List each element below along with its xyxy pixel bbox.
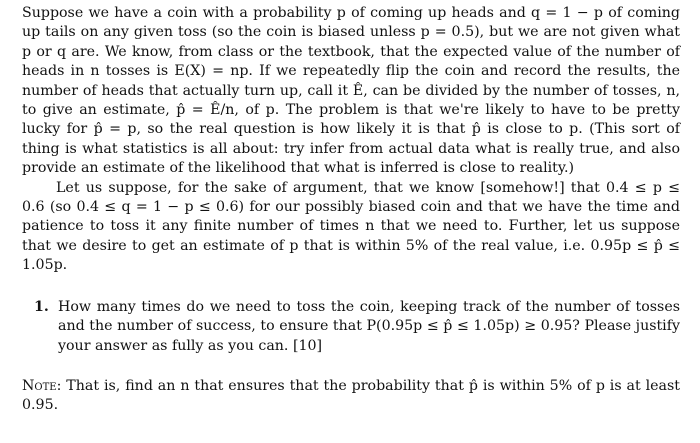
problem-text: How many times do we need to toss the coin, keeping track of the number of tosses and the number of success, to ensure that P(0.95p ≤ p̂ ≤ 1.05p) ≥ 0.95? Please justify your answer as fully as you can. [10] <box>58 298 680 354</box>
note-text: That is, find an n that ensures that the probability that p̂ is within 5% of p is at least 0.95. <box>22 377 680 414</box>
problem-number: 1. <box>34 298 49 315</box>
intro-paragraph: Suppose we have a coin with a probability p of coming up heads and q = 1 − p of coming up tails on any given toss (so the coin is biased unless p = 0.5), but we are not given what p or q are. We know, from class or the textbook, that the expected value of the number of heads in n tosses is E(X) = np. If we repeatedly flip the coin and record the results, the number of heads that actually turn up, call it Ê, can be divided by the number of tosses, n, to give an estimate, p̂ = Ê/n, of p. The problem is that we're likely to have to be pretty lucky for p̂ = p, so the real question is how likely it is that p̂ is close to p. (This sort of thing is what statistics is all about: try infer from actual data what is really true, and also provide an estimate of the likelihood that what is inferred is close to reality.) <box>22 5 680 177</box>
note-paragraph <box>22 377 680 416</box>
assumption-paragraph: Let us suppose, for the sake of argument, that we know [somehow!] that 0.4 ≤ p ≤ 0.6 (so 0.4 ≤ q = 1 − p ≤ 0.6) for our possibly biased coin and that we have the time and patience to toss it any finite number of times n that we need to. Further, let us suppose that we desire to get an estimate of p that is within 5% of the real value, i.e. 0.95p ≤ p̂ ≤ 1.05p. <box>22 179 680 274</box>
note-label: Note: <box>22 377 62 394</box>
problem-item <box>22 298 680 356</box>
